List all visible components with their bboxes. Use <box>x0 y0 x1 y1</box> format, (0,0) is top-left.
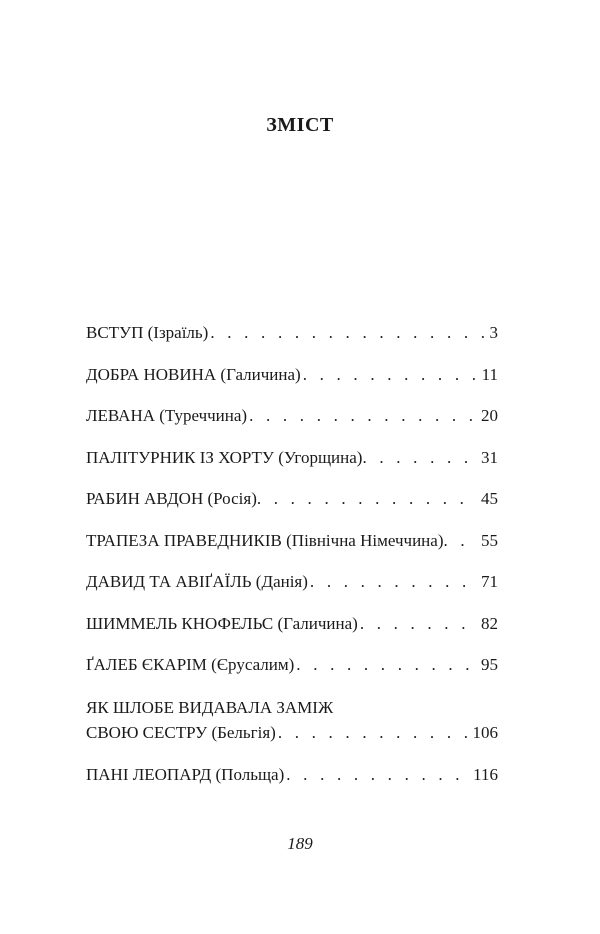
toc-entry-title: ЛЕВАНА (Туреччина) <box>86 406 248 425</box>
toc-entry-title: ШИММЕЛЬ КНОФЕЛЬС (Галичина) <box>86 614 358 633</box>
toc-entry-title: ПАНІ ЛЕОПАРД (Польща) <box>86 765 285 784</box>
toc-entry-page: 82 <box>481 614 498 633</box>
dot-leader <box>303 364 478 386</box>
toc-entry-title: ДАВИД ТА АВІҐАЇЛЬ (Данія) <box>86 572 308 591</box>
toc-entry <box>86 405 498 427</box>
toc-entry <box>86 488 498 510</box>
dot-leader <box>286 764 469 786</box>
toc-entry <box>86 322 498 344</box>
toc-entry-page: 3 <box>489 323 498 342</box>
toc-entry <box>86 764 498 786</box>
toc-entry-title-line2: СВОЮ СЕСТРУ (Бельгія) <box>86 723 276 742</box>
toc-entry-page: 95 <box>481 655 498 674</box>
toc-entry-page: 20 <box>481 406 498 425</box>
dot-leader <box>360 613 477 635</box>
toc-entry-page: 71 <box>481 572 498 591</box>
toc-entry-page: 11 <box>481 365 498 384</box>
toc-entry <box>86 447 498 469</box>
dot-leader <box>257 488 477 510</box>
toc-entry <box>86 571 498 593</box>
dot-leader <box>210 322 485 344</box>
dot-leader <box>310 571 477 593</box>
toc-entry-title: ПАЛІТУРНИК ІЗ ХОРТУ (Угорщина) <box>86 448 363 467</box>
toc-entry-title-line1: ЯК ШЛОБЕ ВИДАВАЛА ЗАМІЖ <box>86 698 334 717</box>
toc-entry <box>86 613 498 635</box>
toc-entry-page: 45 <box>481 489 498 508</box>
toc-entry <box>86 364 498 386</box>
toc-entry-title: ВСТУП (Ізраїль) <box>86 323 209 342</box>
toc-entry <box>86 697 498 744</box>
toc-entry-title: ТРАПЕЗА ПРАВЕДНИКІВ (Північна Німеччина) <box>86 531 444 550</box>
page-title: ЗМІСТ <box>266 114 334 136</box>
toc-entry-page: 31 <box>481 448 498 467</box>
dot-leader <box>362 447 477 469</box>
dot-leader <box>278 722 469 744</box>
toc-entry-page: 106 <box>472 723 498 742</box>
toc-entry <box>86 530 498 552</box>
toc-entry-page: 55 <box>481 531 498 550</box>
toc-entry-page: 116 <box>473 765 498 784</box>
page-number: 189 <box>287 834 313 853</box>
toc-entry-title: ДОБРА НОВИНА (Галичина) <box>86 365 301 384</box>
toc-entry <box>86 654 498 676</box>
toc-entry-title: РАБИН АВДОН (Росія) <box>86 489 257 508</box>
toc-entry-title: ҐАЛЕБ ЄКАРІМ (Єрусалим) <box>86 655 295 674</box>
dot-leader <box>443 530 477 552</box>
dot-leader <box>296 654 477 676</box>
dot-leader <box>249 405 477 427</box>
